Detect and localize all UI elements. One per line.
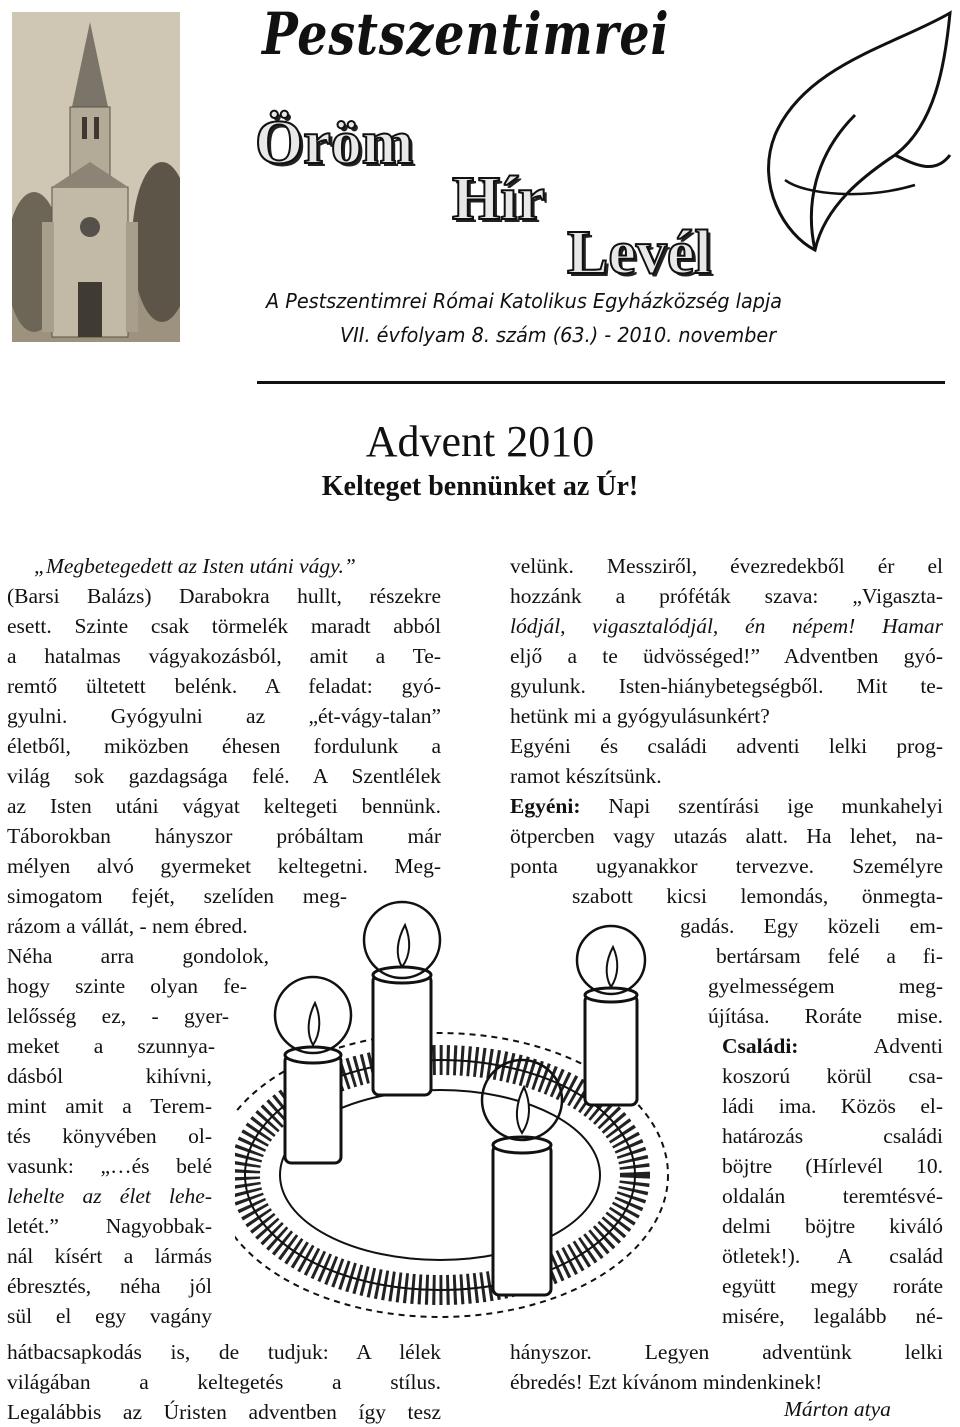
left-line: gyulni. Gyógyulni az „ét-vágy-talan” [7, 704, 441, 728]
church-photo [12, 12, 180, 342]
left-line: rázom a vállát, - nem ébred. [7, 914, 248, 938]
right-line: Egyéni és családi adventi lelki prog- [510, 734, 943, 758]
left-line: letét.” Nagyobbak- [7, 1214, 212, 1238]
signature: Márton atya [784, 1397, 891, 1421]
left-line: Néha arra gondolok, [7, 944, 269, 968]
left-line: sül el egy vagány [7, 1304, 212, 1328]
left-line: simogatom fejét, szelíden meg- [7, 884, 347, 908]
right-line: együtt megy roráte [722, 1274, 943, 1298]
right-line: velünk. Messziről, évezredekből ér el [510, 554, 943, 578]
left-line: remtő ültetett belénk. A feladat: gyó- [7, 674, 441, 698]
right-line: koszorú körül csa- [722, 1064, 943, 1088]
right-line: gyulunk. Isten-hiánybetegségből. Mit te- [510, 674, 943, 698]
left-line: lehelte az élet lehe- [7, 1184, 212, 1208]
right-line: böjtre (Hírlevél 10. [722, 1154, 943, 1178]
left-line: dásból kihívni, [7, 1064, 212, 1088]
left-line: mint amit a Terem- [7, 1094, 212, 1118]
right-line: gyelmességem meg- [708, 974, 943, 998]
right-line: ponta ugyanakkor tervezve. Személyre [510, 854, 943, 878]
masthead-title: Pestszentimrei [262, 0, 670, 68]
left-line: mélyen alvó gyermeket keltegetni. Meg- [7, 854, 441, 878]
masthead-word-hir: Hír [452, 165, 545, 233]
left-line: az Isten utáni vágyat keltegeti bennünk. [7, 794, 441, 818]
divider-rule [257, 381, 945, 384]
left-line: Legalábbis az Úristen adventben így tesz [7, 1400, 441, 1424]
masthead-word-level: Levél [567, 219, 712, 287]
right-line: Családi: Adventi [722, 1034, 943, 1058]
article-subheadline: Kelteget bennünket az Úr! [321, 471, 639, 502]
right-line: újítása. Roráte mise. [708, 1004, 943, 1028]
right-line: szabott kicsi lemondás, önmegta- [572, 884, 943, 908]
right-line: hányszor. Legyen adventünk lelki [510, 1340, 943, 1364]
article-headline: Advent 2010 [365, 417, 595, 466]
right-line: oldalán teremtésvé- [722, 1184, 943, 1208]
right-line: ötpercben vagy utazás alatt. Ha lehet, na- [510, 824, 943, 848]
left-line: hogy szinte olyan fe- [7, 974, 247, 998]
right-line: bertársam felé a fi- [716, 944, 943, 968]
left-line: esett. Szinte csak törmelék maradt abból [7, 614, 441, 638]
right-line: ládi ima. Közös el- [722, 1094, 943, 1118]
left-line: nál kísért a lármás [7, 1244, 212, 1268]
right-line: delmi böjtre kiváló [722, 1214, 943, 1238]
masthead-subtitle: A Pestszentimrei Római Katolikus Egyházközség lapja [266, 289, 783, 313]
left-line: lelősség ez, - gyer- [7, 1004, 229, 1028]
advent-wreath-illustration [235, 885, 675, 1335]
left-line: életből, miközben éhesen fordulunk a [7, 734, 441, 758]
left-line: tés könyvében ol- [7, 1124, 212, 1148]
left-line: ébresztés, néha jól [7, 1274, 212, 1298]
left-line: „Megbetegedett az Isten utáni vágy.” [34, 554, 356, 578]
right-line: misére, legalább né- [722, 1304, 943, 1328]
right-line: lódjál, vigasztalódjál, én népem! Hamar [510, 614, 943, 638]
right-line: gadás. Egy közeli em- [680, 914, 943, 938]
masthead-word-orom: Öröm [255, 109, 414, 177]
right-line: ötletek!). A család [722, 1244, 943, 1268]
leaf-logo-icon [745, 5, 955, 255]
left-line: világ sok gazdagsága felé. A Szentlélek [7, 764, 441, 788]
right-line: Egyéni: Napi szentírási ige munkahelyi [510, 794, 943, 818]
left-line: meket a szunnya- [7, 1034, 215, 1058]
right-line: eljő a te üdvösséged!” Adventben gyó- [510, 644, 943, 668]
left-line: Táborokban hányszor próbáltam már [7, 824, 441, 848]
left-line: vasunk: „…és belé [7, 1154, 212, 1178]
right-line: hozzánk a próféták szava: „Vigaszta- [510, 584, 943, 608]
right-line: ébredés! Ezt kívánom mindenkinek! [510, 1370, 823, 1394]
masthead-issue: VII. évfolyam 8. szám (63.) - 2010. november [340, 323, 777, 347]
left-line: (Barsi Balázs) Darabokra hullt, részekre [7, 584, 441, 608]
right-line: ramot készítsünk. [510, 764, 662, 788]
left-line: hátbacsapkodás is, de tudjuk: A lélek [7, 1340, 441, 1364]
left-line: világában a keltegetés a stílus. [7, 1370, 441, 1394]
left-line: a hatalmas vágyakozásból, amit a Te- [7, 644, 441, 668]
right-line: határozás családi [722, 1124, 943, 1148]
right-line: hetünk mi a gyógyulásunkért? [510, 704, 770, 728]
